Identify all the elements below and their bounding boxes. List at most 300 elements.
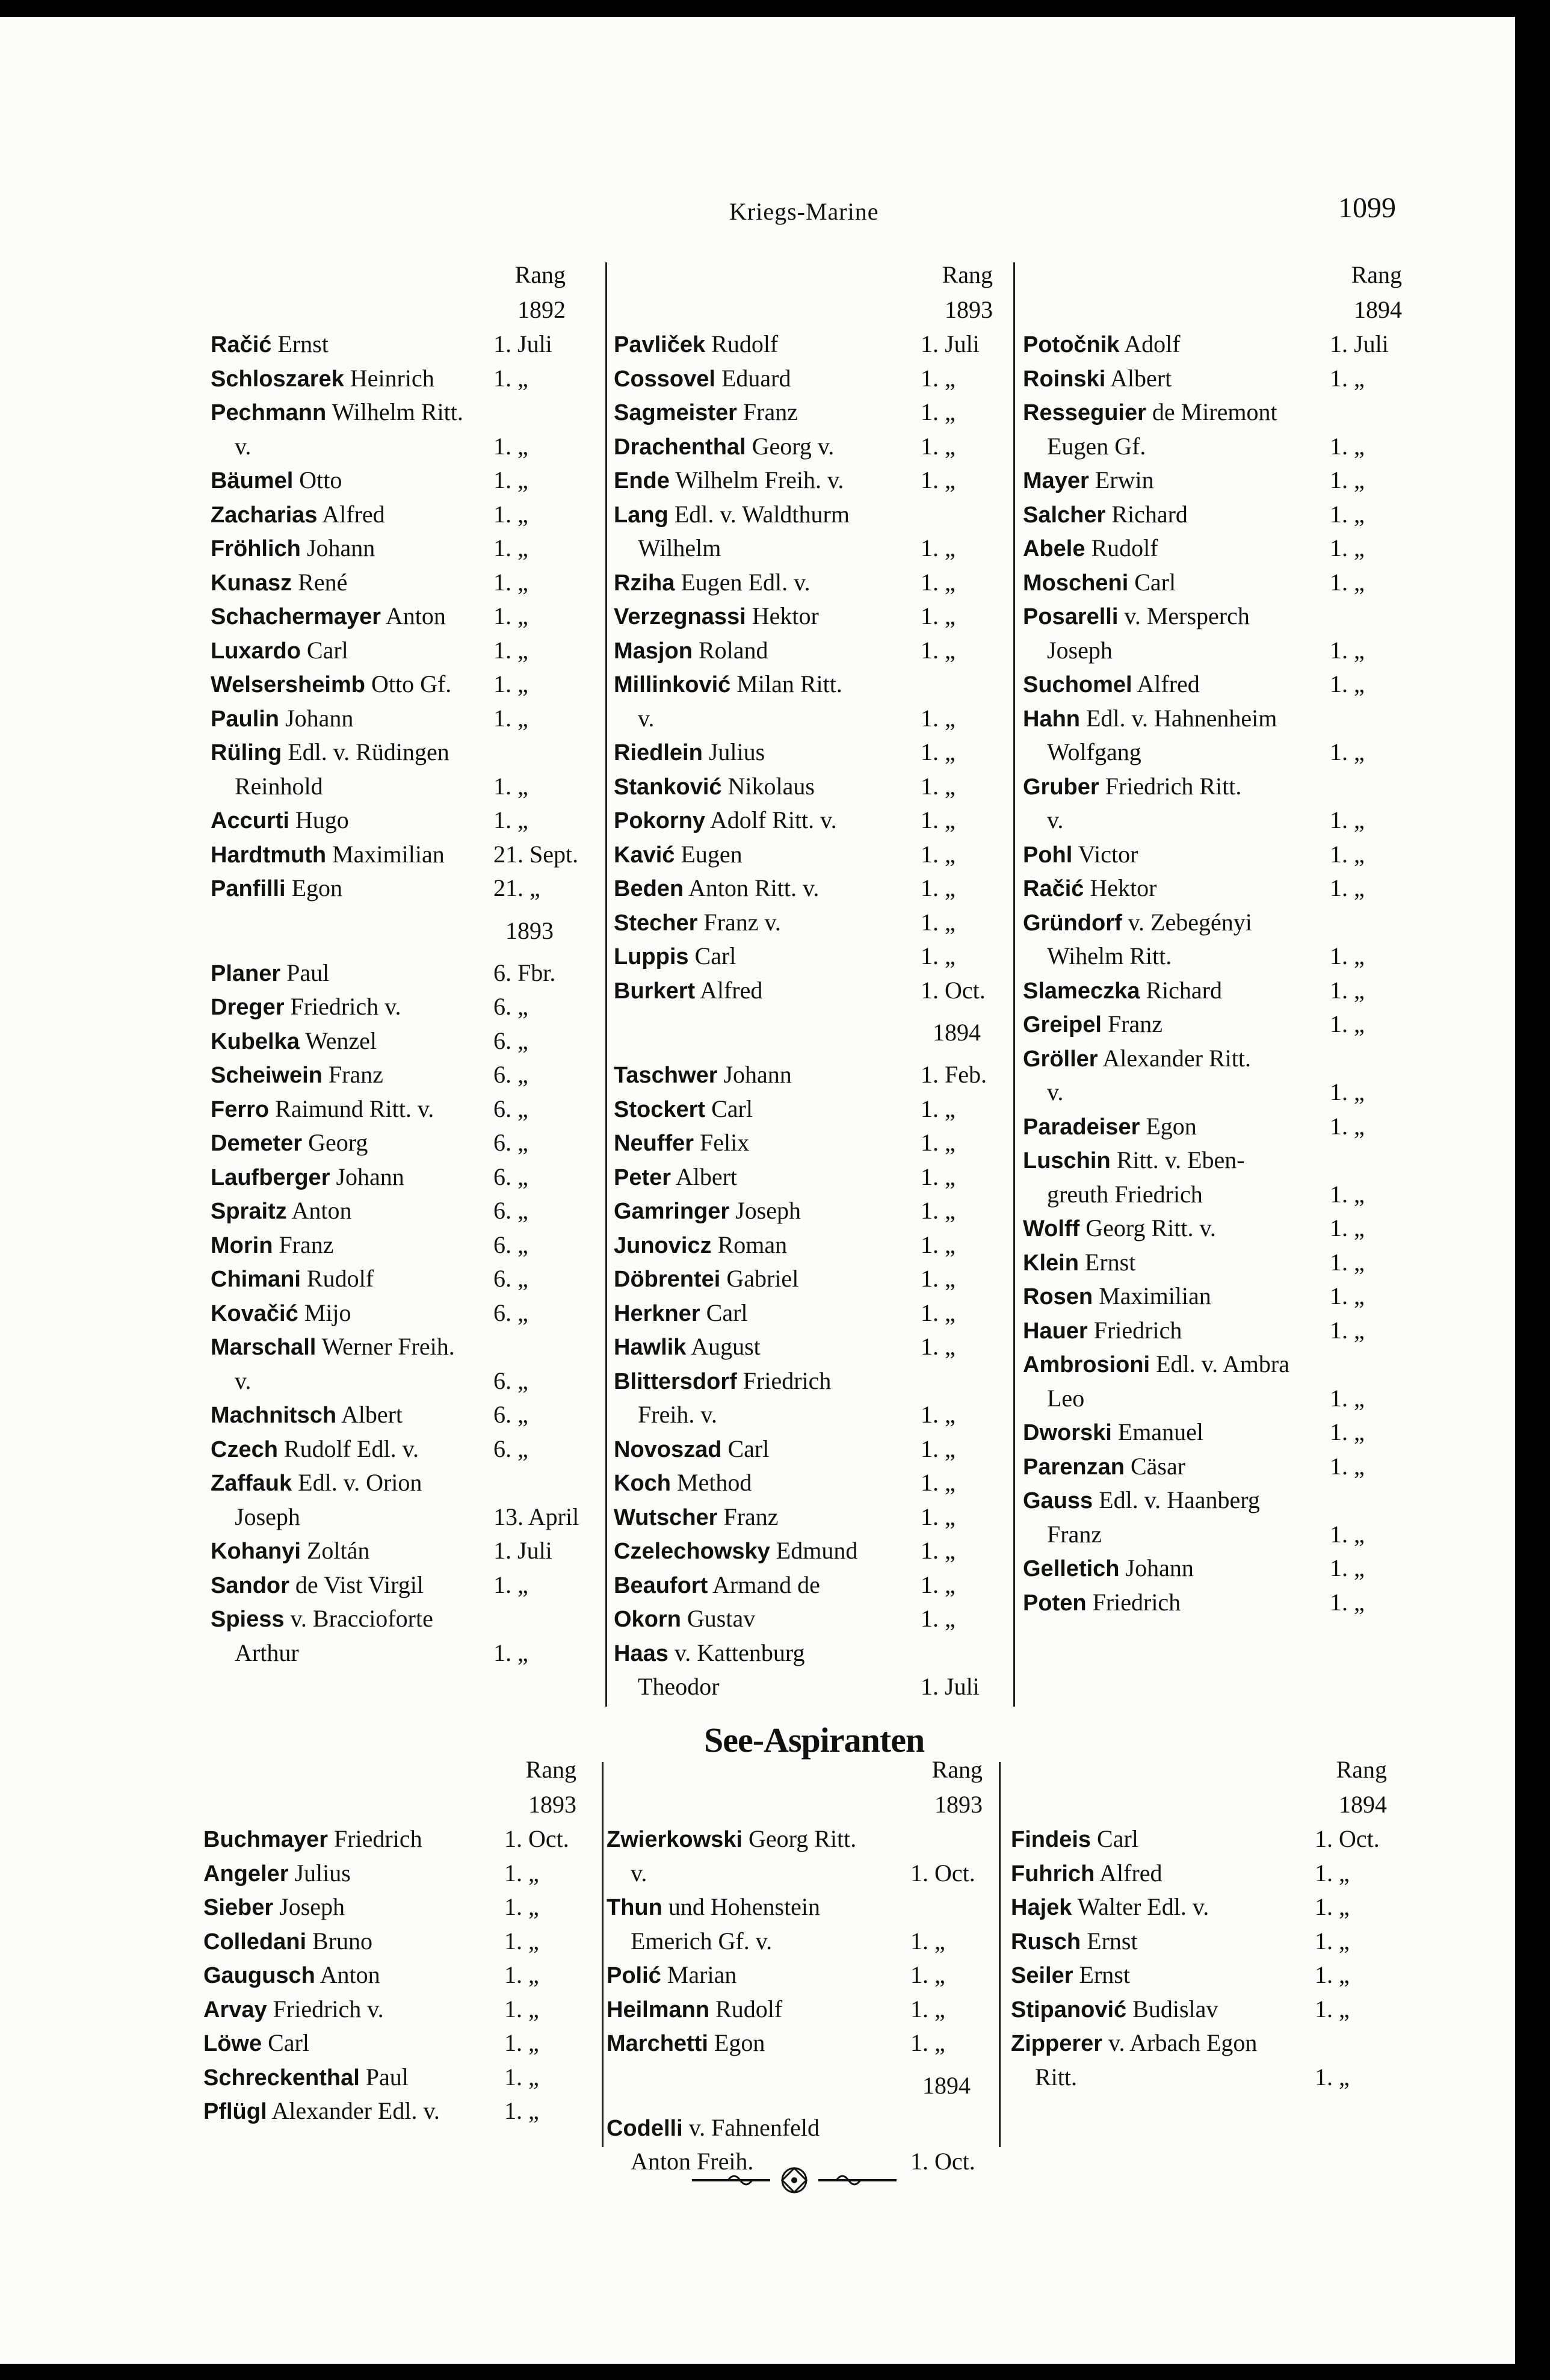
entry-rank-date: 1. „	[1330, 670, 1365, 697]
entry-given-name: Joseph	[235, 1503, 300, 1530]
entry-surname: Hahn	[1023, 706, 1080, 732]
entry-rank-date: 1. Oct.	[910, 1859, 975, 1887]
entry-rank-date: 1. „	[1330, 364, 1365, 392]
entry-name	[614, 430, 834, 465]
entry-name	[1023, 463, 1154, 498]
entry-name	[1023, 702, 1277, 737]
entry-rank-date: 1. „	[921, 874, 956, 901]
entry-surname: Pflügl	[203, 2099, 267, 2124]
entry-rank-date: 1. „	[921, 1435, 956, 1462]
entry-given-name: Franz	[1047, 1520, 1102, 1548]
entry-given-name: Friedrich	[1093, 1316, 1182, 1344]
entry-surname: Račić	[211, 332, 272, 357]
entry-rank-date: 1. „	[921, 1299, 956, 1326]
entry-given-name: v.	[1047, 806, 1064, 833]
entry-surname: Paulin	[211, 706, 280, 732]
list-item	[211, 1330, 596, 1364]
entry-surname: Pohl	[1023, 842, 1073, 868]
entry-given-name: Mijo	[304, 1299, 351, 1326]
entry-name	[1023, 1551, 1194, 1586]
entry-name	[1023, 838, 1138, 873]
list-item	[614, 362, 999, 396]
list-item	[1023, 566, 1402, 600]
entry-name	[203, 1958, 380, 1993]
entry-rank-date: 1. Juli	[921, 1673, 980, 1700]
entry-given-name: Georg Ritt.	[748, 1825, 857, 1852]
entry-given-name: Ernst	[1079, 1961, 1130, 1988]
entry-rank-date: 1. „	[1330, 1078, 1365, 1105]
column-divider	[999, 1762, 1001, 2147]
entry-surname: Rusch	[1011, 1929, 1081, 1955]
list-item	[203, 2094, 588, 2128]
entry-given-name: v. Kattenburg	[674, 1639, 805, 1666]
entry-surname: Gauss	[1023, 1488, 1093, 1513]
entry-surname: Herkner	[614, 1300, 700, 1326]
list-item	[211, 395, 596, 430]
entry-given-name: Rudolf	[711, 330, 779, 357]
entry-surname: Thun	[607, 1895, 662, 1920]
entry-name	[1023, 667, 1200, 702]
list-item	[607, 1958, 992, 1992]
entry-rank-date: 1. „	[921, 432, 956, 460]
entry-given-name: Werner Freih.	[321, 1333, 455, 1360]
entry-surname: Döbrentei	[614, 1267, 721, 1292]
entry-surname: Taschwer	[614, 1063, 718, 1088]
entry-name	[211, 531, 375, 566]
list-item	[211, 1296, 596, 1331]
list-item	[614, 463, 999, 498]
entry-given-name: Otto Gf.	[371, 670, 452, 697]
entry-name	[1023, 1042, 1251, 1077]
entry-name	[211, 1534, 369, 1569]
column-divider	[602, 1762, 604, 2147]
list-item	[211, 990, 596, 1024]
entry-rank-date: 6. „	[493, 1129, 528, 1156]
entry-name	[203, 1822, 422, 1857]
entry-given-name: Cäsar	[1130, 1452, 1186, 1480]
entry-surname: Klein	[1023, 1250, 1079, 1276]
entry-rank-date: 1. „	[921, 1333, 956, 1360]
entry-given-name: Roland	[698, 636, 768, 664]
entry-rank-date: 1. „	[1330, 432, 1365, 460]
entry-rank-date: 1. „	[921, 602, 956, 629]
entry-rank-date: 1. „	[504, 1961, 539, 1988]
entry-rank-date: 1. „	[493, 806, 528, 833]
entry-given-name: Wilhelm Freih. v.	[675, 466, 844, 493]
entry-rank-date: 1. „	[1330, 840, 1365, 868]
entry-name	[211, 1058, 383, 1093]
entry-given-name: Georg	[308, 1129, 368, 1156]
entry-name	[614, 770, 815, 805]
entry-given-name: Budislav	[1132, 1995, 1218, 2023]
entry-given-name: de Miremont	[1152, 398, 1277, 425]
entry-name	[1011, 1856, 1162, 1891]
entry-rank-date: 1. Oct.	[910, 2148, 975, 2175]
entry-surname: Spiess	[211, 1607, 285, 1632]
entry-name	[614, 1126, 749, 1161]
list-item	[614, 1092, 999, 1127]
entry-given-name: de Vist Virgil	[295, 1571, 424, 1598]
entry-rank-date: 1. „	[921, 1503, 956, 1530]
entry-given-name: Julius	[294, 1859, 351, 1887]
entry-name	[1011, 1890, 1209, 1925]
entry-given-name: Johann	[336, 1163, 404, 1190]
entry-surname: Zipperer	[1011, 2031, 1103, 2056]
entry-name	[614, 1568, 820, 1603]
entry-surname: Accurti	[211, 808, 289, 833]
entry-given-name: Carl	[1097, 1825, 1138, 1852]
entry-name	[211, 1262, 374, 1297]
column-divider	[1013, 262, 1015, 1707]
entry-given-name: Otto	[299, 466, 342, 493]
entry-name	[638, 1398, 717, 1432]
entry-rank-date: 1. „	[1315, 1995, 1350, 2023]
entry-surname: Heilmann	[607, 1997, 710, 2023]
entry-rank-date: 1. „	[1315, 1961, 1350, 1988]
entry-given-name: Gustav	[687, 1605, 756, 1632]
entry-rank-date: 1. „	[1315, 1859, 1350, 1887]
entry-surname: Löwe	[203, 2031, 262, 2056]
entry-name	[203, 2026, 309, 2061]
entry-given-name: v.	[638, 704, 655, 732]
entry-rank-date: 1. „	[921, 398, 956, 425]
entry-name	[211, 1432, 419, 1467]
entry-given-name: Carl	[268, 2029, 309, 2056]
list-item	[1023, 803, 1402, 838]
list-item	[614, 1534, 999, 1568]
entry-name	[1023, 1246, 1135, 1281]
entry-given-name: Leo	[1047, 1384, 1085, 1412]
entry-given-name: Zoltán	[306, 1537, 370, 1564]
entry-rank-date: 1. Oct.	[504, 1825, 569, 1852]
entry-name	[1023, 1007, 1162, 1042]
list-item	[1023, 1483, 1402, 1518]
entry-rank-date: 1. Oct.	[921, 976, 986, 1004]
entry-surname: Zacharias	[211, 502, 318, 528]
entry-name	[614, 463, 844, 498]
entry-surname: Angeler	[203, 1861, 289, 1887]
entry-name	[211, 1466, 422, 1501]
entry-given-name: Ernst	[1087, 1927, 1138, 1955]
entry-rank-date: 1. „	[1330, 1248, 1365, 1276]
list-item	[211, 667, 596, 702]
entry-given-name: Joseph	[735, 1197, 801, 1224]
entry-rank-date: 1. Oct.	[1315, 1825, 1380, 1852]
entry-given-name: Edl. v. Haanberg	[1099, 1486, 1260, 1513]
entry-given-name: Raimund Ritt. v.	[275, 1095, 434, 1122]
year-subheading-label: 1894	[933, 1019, 981, 1046]
entry-given-name: Anton	[385, 602, 446, 629]
entry-name	[211, 498, 385, 533]
list-item	[614, 395, 999, 430]
entry-name	[1011, 2026, 1257, 2061]
list-item	[1023, 1279, 1402, 1314]
entry-given-name: v. Mersperch	[1124, 602, 1250, 629]
entry-name	[203, 1856, 351, 1891]
entry-name	[203, 1890, 345, 1925]
entry-given-name: Alexander Edl. v.	[271, 2097, 440, 2124]
entry-given-name: Bruno	[312, 1927, 373, 1955]
entry-surname: Luschin	[1023, 1148, 1111, 1173]
entry-surname: Welsersheimb	[211, 672, 365, 697]
entry-given-name: Alexander Ritt.	[1102, 1044, 1252, 1072]
list-item	[211, 1024, 596, 1059]
entry-given-name: v.	[1047, 1078, 1064, 1105]
entry-surname: Greipel	[1023, 1012, 1102, 1037]
entry-name	[1023, 1211, 1216, 1246]
entry-name	[211, 1602, 433, 1637]
list-item	[614, 702, 999, 736]
entry-surname: Kunasz	[211, 570, 292, 596]
list-item	[614, 327, 999, 362]
entry-given-name: v. Arbach Egon	[1108, 2029, 1258, 2056]
entry-rank-date: 1. „	[1330, 1554, 1365, 1581]
entry-given-name: Paul	[286, 959, 330, 986]
list-item	[607, 1856, 992, 1891]
entry-name	[211, 566, 347, 601]
entry-given-name: Johann	[285, 704, 354, 732]
list-item	[1011, 1992, 1390, 2027]
entry-rank-date: 6. „	[493, 1027, 528, 1054]
entry-rank-date: 1. „	[1330, 534, 1365, 561]
entry-name	[614, 1534, 857, 1569]
list-item	[614, 1500, 999, 1535]
rank-label: Rang	[525, 1756, 576, 1783]
rank-header	[211, 258, 566, 327]
entry-given-name: Johann	[723, 1061, 792, 1088]
entry-given-name: Egon	[1146, 1112, 1197, 1140]
entry-rank-date: 1. „	[493, 636, 528, 664]
entry-surname: Wutscher	[614, 1504, 718, 1530]
list-item	[211, 599, 596, 634]
entry-given-name: Paul	[365, 2063, 409, 2091]
entry-rank-date: 1. „	[921, 1265, 956, 1292]
entry-rank-date: 1. „	[504, 1859, 539, 1887]
entry-rank-date: 1. Juli	[493, 330, 552, 357]
list-item	[614, 1194, 999, 1228]
list-item	[211, 1534, 596, 1568]
entry-given-name: Julius	[708, 738, 765, 765]
entry-name	[211, 702, 353, 737]
entry-rank-date: 1. „	[921, 1129, 956, 1156]
entry-given-name: Anton Ritt. v.	[688, 874, 820, 901]
entry-rank-date: 1. Feb.	[921, 1061, 987, 1088]
entry-surname: Luppis	[614, 944, 689, 969]
list-item	[1011, 1822, 1390, 1856]
list-item	[203, 2026, 588, 2060]
list-item	[614, 634, 999, 668]
list-item	[211, 1568, 596, 1603]
entry-name	[638, 1670, 720, 1704]
list-item	[211, 327, 596, 362]
entry-rank-date: 1. „	[493, 500, 528, 528]
entry-surname: Račić	[1023, 876, 1084, 901]
entry-rank-date: 1. „	[1330, 942, 1365, 969]
entry-name	[211, 599, 446, 634]
column-1894	[1023, 258, 1402, 1619]
year-subheading-label: 1893	[505, 916, 554, 944]
entry-rank-date: 1. „	[1330, 1384, 1365, 1412]
entry-surname: Moscheni	[1023, 570, 1129, 596]
entry-name	[211, 1126, 368, 1161]
entry-given-name: Friedrich	[1092, 1588, 1181, 1616]
entry-surname: Schreckenthal	[203, 2065, 360, 2091]
list-item	[614, 1364, 999, 1399]
entry-surname: Okorn	[614, 1607, 681, 1632]
list-item	[1023, 871, 1402, 906]
list-item	[607, 1890, 992, 1924]
entry-surname: Haas	[614, 1640, 668, 1666]
entry-name	[1023, 1143, 1245, 1178]
list-item	[203, 1924, 588, 1959]
entry-name	[1011, 1958, 1130, 1993]
paper-sheet	[0, 17, 1515, 2364]
entry-surname: Stecher	[614, 910, 698, 936]
entry-name	[1047, 803, 1063, 838]
entry-rank-date: 1. „	[1315, 1927, 1350, 1955]
entry-given-name: Walter Edl. v.	[1077, 1893, 1209, 1920]
entry-surname: Suchomel	[1023, 672, 1132, 697]
entry-rank-date: 1. „	[1330, 1282, 1365, 1309]
list-item	[1023, 906, 1402, 940]
entry-surname: Beden	[614, 876, 684, 901]
list-item	[614, 566, 999, 600]
list-item	[211, 1500, 596, 1535]
entry-name	[1023, 566, 1176, 601]
entry-name	[211, 956, 329, 991]
list-item	[1011, 2026, 1390, 2060]
entry-surname: Machnitsch	[211, 1403, 337, 1428]
page-number: 1099	[1338, 192, 1396, 224]
entry-surname: Zaffauk	[211, 1471, 292, 1496]
list-item	[1023, 1110, 1402, 1144]
entry-surname: Scheiwein	[211, 1063, 323, 1088]
entry-surname: Pechmann	[211, 400, 327, 425]
entry-rank-date: 1. „	[910, 1927, 945, 1955]
list-item	[614, 906, 999, 940]
list-item	[1023, 1450, 1402, 1484]
entry-name	[211, 990, 401, 1025]
entry-given-name: Carl	[727, 1435, 770, 1462]
entry-name	[614, 1466, 752, 1501]
column-1893	[614, 258, 999, 1704]
entry-name	[614, 906, 781, 941]
entry-given-name: v.	[235, 432, 252, 460]
list-item	[211, 1058, 596, 1092]
entry-name	[1023, 1110, 1197, 1145]
entry-given-name: Ritt.	[1035, 2063, 1078, 2091]
entry-given-name: Hektor	[1090, 874, 1157, 901]
entry-rank-date: 1. „	[921, 534, 956, 561]
entry-surname: Paradeiser	[1023, 1114, 1140, 1140]
list-item	[614, 871, 999, 906]
entry-given-name: Maximilian	[332, 840, 445, 868]
entry-rank-date: 1. „	[504, 2097, 539, 2124]
entry-rank-date: 1. „	[493, 772, 528, 800]
entry-given-name: Richard	[1146, 976, 1222, 1004]
entry-surname: Kovačić	[211, 1300, 298, 1326]
list-item	[1023, 974, 1402, 1008]
entry-given-name: Emanuel	[1117, 1418, 1203, 1445]
list-item	[1023, 498, 1402, 532]
entry-rank-date: 1. „	[921, 1469, 956, 1496]
entry-rank-date: 1. „	[921, 806, 956, 833]
entry-rank-date: 1. „	[921, 466, 956, 493]
list-item	[614, 1228, 999, 1263]
entry-surname: Masjon	[614, 638, 693, 664]
entry-name	[235, 770, 323, 804]
entry-surname: Schloszarek	[211, 366, 344, 392]
entry-rank-date: 6. „	[493, 1061, 528, 1088]
entry-name	[1011, 1822, 1138, 1857]
list-item	[614, 770, 999, 804]
entry-surname: Luxardo	[211, 638, 301, 664]
entry-surname: Hajek	[1011, 1895, 1072, 1920]
entry-given-name: Anton	[320, 1961, 380, 1988]
entry-rank-date: 1. „	[1315, 2063, 1350, 2091]
entry-rank-date: 1. Juli	[921, 330, 980, 357]
entry-name	[614, 735, 765, 770]
entry-rank-date: 1. Juli	[1330, 330, 1389, 357]
column-divider	[605, 262, 607, 1707]
entry-rank-date: 1. „	[493, 568, 528, 596]
list-item	[1023, 1246, 1402, 1280]
entry-name	[211, 1568, 424, 1603]
entry-given-name: Ernst	[277, 330, 329, 357]
entry-given-name: Egon	[291, 874, 343, 901]
entry-rank-date: 1. „	[504, 1893, 539, 1920]
list-item	[1023, 362, 1402, 396]
entry-rank-date: 1. „	[1330, 738, 1365, 765]
list-item	[211, 430, 596, 464]
rank-year: 1893	[934, 1791, 983, 1818]
list-item	[1023, 770, 1402, 804]
list-item	[203, 1822, 588, 1856]
list-item	[211, 1364, 596, 1399]
entry-name	[211, 634, 348, 669]
entry-surname: Morin	[211, 1232, 273, 1258]
entry-surname: Gründorf	[1023, 910, 1122, 936]
list-item	[614, 1126, 999, 1160]
rank-year: 1894	[1339, 1791, 1387, 1818]
entry-name	[1011, 1924, 1138, 1959]
entry-surname: Stockert	[614, 1096, 706, 1122]
entry-rank-date: 1. „	[910, 1995, 945, 2023]
list-item	[211, 1160, 596, 1195]
entry-name	[235, 1636, 299, 1671]
entry-rank-date: 1. „	[504, 1927, 539, 1955]
entry-rank-date: 1. „	[921, 704, 956, 732]
entry-surname: Rüling	[211, 740, 282, 765]
entry-surname: Buchmayer	[203, 1827, 328, 1852]
entry-given-name: Franz v.	[703, 908, 781, 936]
entry-given-name: Adolf Ritt. v.	[709, 806, 837, 833]
entry-name	[614, 1160, 737, 1195]
list-item	[1023, 1382, 1402, 1416]
entry-name	[638, 531, 721, 566]
list-item	[1023, 667, 1402, 702]
list-item	[211, 871, 596, 906]
entry-surname: Millinković	[614, 672, 731, 697]
entry-surname: Schachermayer	[211, 604, 381, 629]
entry-name	[1023, 395, 1277, 430]
entry-name	[211, 1228, 334, 1263]
entry-surname: Sagmeister	[614, 400, 737, 425]
entry-name	[211, 838, 445, 873]
entry-surname: Lang	[614, 502, 668, 528]
entry-rank-date: 1. „	[493, 1571, 528, 1598]
list-item	[614, 1160, 999, 1195]
